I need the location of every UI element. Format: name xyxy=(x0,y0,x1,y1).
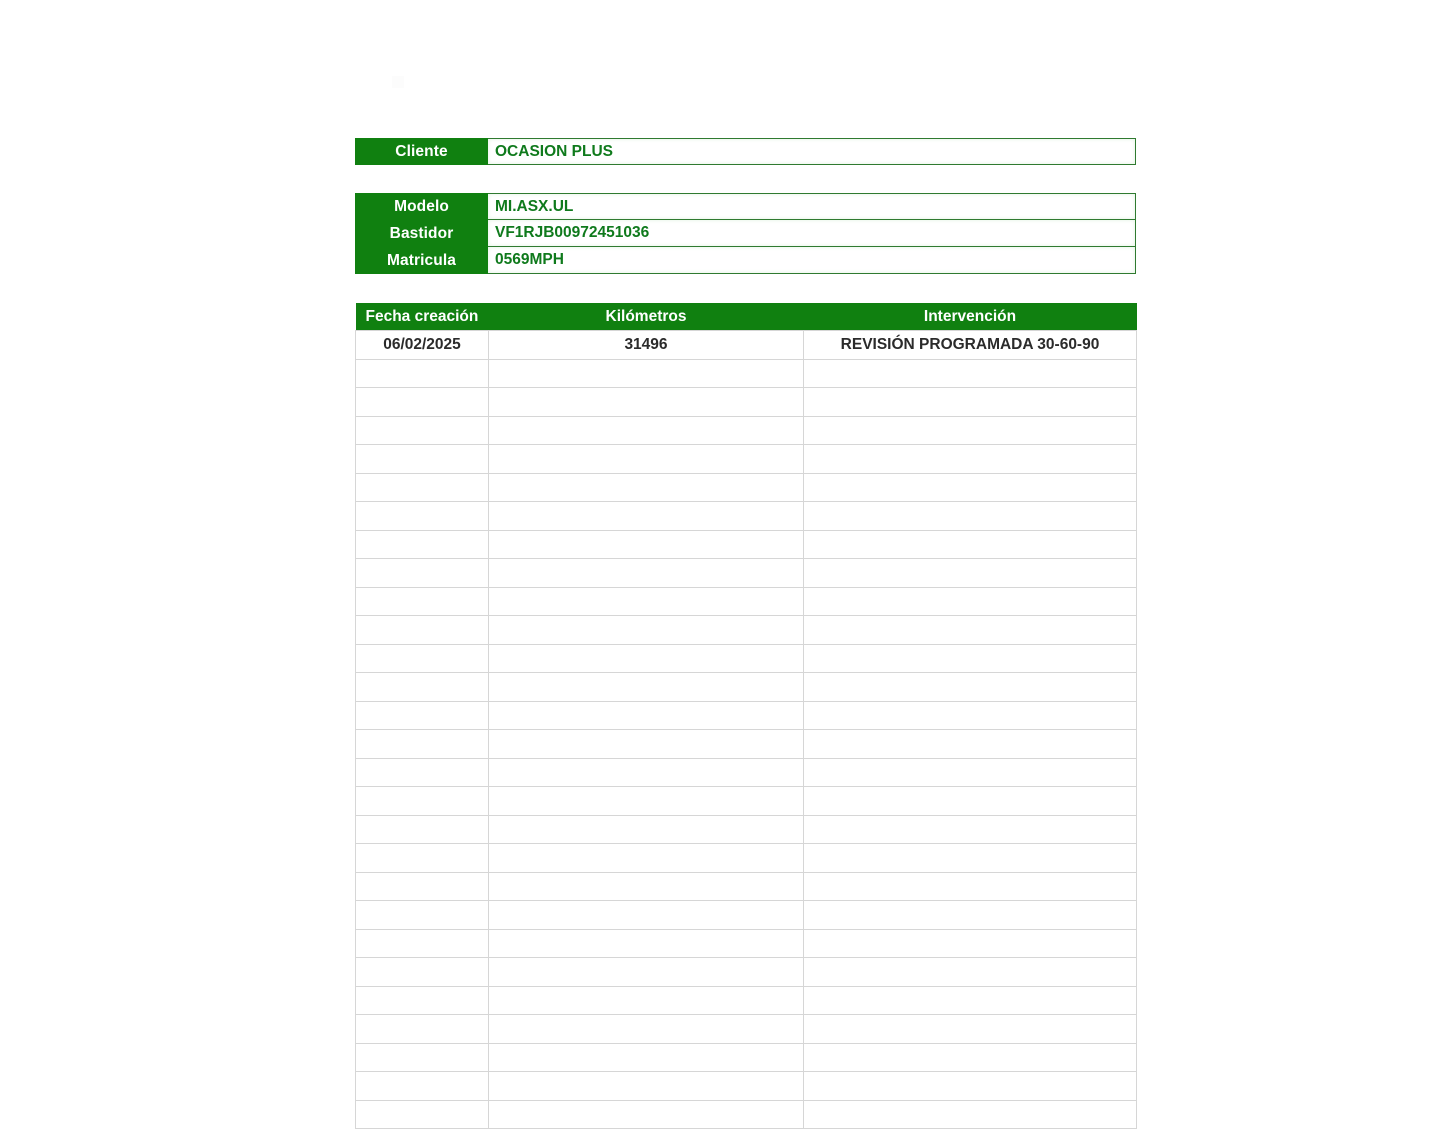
table-row[interactable] xyxy=(356,1043,1137,1072)
matricula-label: Matricula xyxy=(355,247,488,274)
column-header-kilometros[interactable]: Kilómetros xyxy=(489,303,804,331)
table-cell-intervencion[interactable] xyxy=(804,787,1137,816)
table-cell-kilometros[interactable] xyxy=(489,787,804,816)
table-cell-fecha[interactable] xyxy=(356,530,489,559)
table-cell-fecha[interactable] xyxy=(356,559,489,588)
table-cell-kilometros[interactable] xyxy=(489,616,804,645)
table-cell-intervencion[interactable] xyxy=(804,872,1137,901)
history-table-head xyxy=(356,303,1137,331)
table-cell-fecha[interactable] xyxy=(356,872,489,901)
table-row[interactable] xyxy=(356,701,1137,730)
table-cell-intervencion[interactable] xyxy=(804,758,1137,787)
table-cell-kilometros[interactable] xyxy=(489,644,804,673)
table-cell-kilometros[interactable] xyxy=(489,844,804,873)
table-cell-kilometros[interactable] xyxy=(489,359,804,388)
table-cell-fecha[interactable] xyxy=(356,616,489,645)
table-cell-kilometros[interactable] xyxy=(489,445,804,474)
table-cell-intervencion[interactable] xyxy=(804,616,1137,645)
table-row[interactable] xyxy=(356,587,1137,616)
table-cell-kilometros[interactable] xyxy=(489,1015,804,1044)
faint-artifact xyxy=(392,76,404,88)
bastidor-value[interactable]: VF1RJB00972451036 xyxy=(488,220,1136,247)
table-row[interactable] xyxy=(356,787,1137,816)
table-row[interactable] xyxy=(356,445,1137,474)
table-cell-intervencion[interactable] xyxy=(804,1100,1137,1129)
client-info-block xyxy=(355,138,1136,165)
table-row[interactable] xyxy=(356,1072,1137,1101)
table-cell-intervencion[interactable] xyxy=(804,1072,1137,1101)
table-cell-intervencion[interactable] xyxy=(804,844,1137,873)
table-cell-intervencion[interactable]: REVISIÓN PROGRAMADA 30-60-90 xyxy=(804,331,1137,360)
table-cell-kilometros[interactable] xyxy=(489,701,804,730)
history-table xyxy=(355,303,1137,1129)
table-cell-kilometros[interactable] xyxy=(489,901,804,930)
table-cell-intervencion[interactable] xyxy=(804,730,1137,759)
table-cell-fecha[interactable]: 06/02/2025 xyxy=(356,331,489,360)
table-cell-intervencion[interactable] xyxy=(804,587,1137,616)
table-cell-intervencion[interactable] xyxy=(804,559,1137,588)
history-table-body xyxy=(356,331,1137,1129)
table-cell-kilometros[interactable] xyxy=(489,530,804,559)
table-cell-kilometros[interactable]: 31496 xyxy=(489,331,804,360)
table-row[interactable] xyxy=(356,502,1137,531)
bastidor-label: Bastidor xyxy=(355,220,488,247)
table-row[interactable] xyxy=(356,986,1137,1015)
table-cell-kilometros[interactable] xyxy=(489,815,804,844)
table-cell-fecha[interactable] xyxy=(356,445,489,474)
table-cell-intervencion[interactable] xyxy=(804,1015,1137,1044)
table-cell-fecha[interactable] xyxy=(356,929,489,958)
table-cell-intervencion[interactable] xyxy=(804,445,1137,474)
table-row[interactable] xyxy=(356,644,1137,673)
table-cell-intervencion[interactable] xyxy=(804,502,1137,531)
table-row[interactable] xyxy=(356,473,1137,502)
client-label: Cliente xyxy=(355,138,488,165)
table-row[interactable] xyxy=(356,331,1137,360)
column-header-fecha-creacion[interactable]: Fecha creación xyxy=(356,303,489,331)
vehicle-row-matricula xyxy=(355,247,1136,274)
table-cell-fecha[interactable] xyxy=(356,673,489,702)
column-header-intervencion[interactable]: Intervención xyxy=(804,303,1137,331)
table-row[interactable] xyxy=(356,1015,1137,1044)
table-row[interactable] xyxy=(356,530,1137,559)
table-cell-intervencion[interactable] xyxy=(804,473,1137,502)
vehicle-info-block xyxy=(355,193,1136,274)
table-cell-fecha[interactable] xyxy=(356,416,489,445)
table-cell-kilometros[interactable] xyxy=(489,1072,804,1101)
table-cell-intervencion[interactable] xyxy=(804,701,1137,730)
table-cell-fecha[interactable] xyxy=(356,1100,489,1129)
table-cell-fecha[interactable] xyxy=(356,958,489,987)
table-cell-intervencion[interactable] xyxy=(804,958,1137,987)
table-row[interactable] xyxy=(356,416,1137,445)
table-cell-fecha[interactable] xyxy=(356,388,489,417)
table-cell-fecha[interactable] xyxy=(356,359,489,388)
table-row[interactable] xyxy=(356,616,1137,645)
table-row[interactable] xyxy=(356,929,1137,958)
table-cell-fecha[interactable] xyxy=(356,502,489,531)
table-cell-intervencion[interactable] xyxy=(804,359,1137,388)
table-cell-kilometros[interactable] xyxy=(489,730,804,759)
table-cell-fecha[interactable] xyxy=(356,730,489,759)
table-row[interactable] xyxy=(356,673,1137,702)
table-row[interactable] xyxy=(356,844,1137,873)
table-cell-fecha[interactable] xyxy=(356,1043,489,1072)
history-table-wrapper xyxy=(355,303,1136,1129)
table-row[interactable] xyxy=(356,815,1137,844)
modelo-value[interactable]: MI.ASX.UL xyxy=(488,193,1136,220)
matricula-value[interactable]: 0569MPH xyxy=(488,247,1136,274)
table-row[interactable] xyxy=(356,958,1137,987)
table-row[interactable] xyxy=(356,730,1137,759)
table-row[interactable] xyxy=(356,359,1137,388)
table-cell-fecha[interactable] xyxy=(356,758,489,787)
table-row[interactable] xyxy=(356,388,1137,417)
vehicle-row-modelo xyxy=(355,193,1136,220)
table-cell-intervencion[interactable] xyxy=(804,815,1137,844)
table-cell-fecha[interactable] xyxy=(356,701,489,730)
table-cell-kilometros[interactable] xyxy=(489,1043,804,1072)
vehicle-row-bastidor xyxy=(355,220,1136,247)
table-cell-fecha[interactable] xyxy=(356,986,489,1015)
client-row xyxy=(355,138,1136,165)
table-cell-intervencion[interactable] xyxy=(804,929,1137,958)
table-cell-kilometros[interactable] xyxy=(489,929,804,958)
table-cell-intervencion[interactable] xyxy=(804,901,1137,930)
table-cell-kilometros[interactable] xyxy=(489,986,804,1015)
table-cell-fecha[interactable] xyxy=(356,1015,489,1044)
table-cell-fecha[interactable] xyxy=(356,815,489,844)
table-cell-fecha[interactable] xyxy=(356,473,489,502)
table-cell-fecha[interactable] xyxy=(356,844,489,873)
table-row[interactable] xyxy=(356,872,1137,901)
table-cell-fecha[interactable] xyxy=(356,787,489,816)
table-cell-intervencion[interactable] xyxy=(804,1043,1137,1072)
table-cell-intervencion[interactable] xyxy=(804,673,1137,702)
table-row[interactable] xyxy=(356,559,1137,588)
modelo-label: Modelo xyxy=(355,193,488,220)
table-cell-fecha[interactable] xyxy=(356,644,489,673)
table-cell-fecha[interactable] xyxy=(356,901,489,930)
table-cell-fecha[interactable] xyxy=(356,1072,489,1101)
table-cell-intervencion[interactable] xyxy=(804,530,1137,559)
table-cell-kilometros[interactable] xyxy=(489,388,804,417)
table-row[interactable] xyxy=(356,758,1137,787)
table-cell-intervencion[interactable] xyxy=(804,644,1137,673)
table-cell-kilometros[interactable] xyxy=(489,587,804,616)
table-cell-kilometros[interactable] xyxy=(489,673,804,702)
table-cell-kilometros[interactable] xyxy=(489,502,804,531)
table-row[interactable] xyxy=(356,901,1137,930)
history-header-row xyxy=(356,303,1137,331)
table-cell-intervencion[interactable] xyxy=(804,388,1137,417)
table-cell-kilometros[interactable] xyxy=(489,473,804,502)
table-cell-fecha[interactable] xyxy=(356,587,489,616)
table-cell-kilometros[interactable] xyxy=(489,758,804,787)
client-value[interactable]: OCASION PLUS xyxy=(488,138,1136,165)
table-cell-kilometros[interactable] xyxy=(489,1100,804,1129)
table-cell-kilometros[interactable] xyxy=(489,416,804,445)
table-cell-intervencion[interactable] xyxy=(804,416,1137,445)
table-cell-intervencion[interactable] xyxy=(804,986,1137,1015)
table-cell-kilometros[interactable] xyxy=(489,559,804,588)
table-row[interactable] xyxy=(356,1100,1137,1129)
table-cell-kilometros[interactable] xyxy=(489,958,804,987)
table-cell-kilometros[interactable] xyxy=(489,872,804,901)
